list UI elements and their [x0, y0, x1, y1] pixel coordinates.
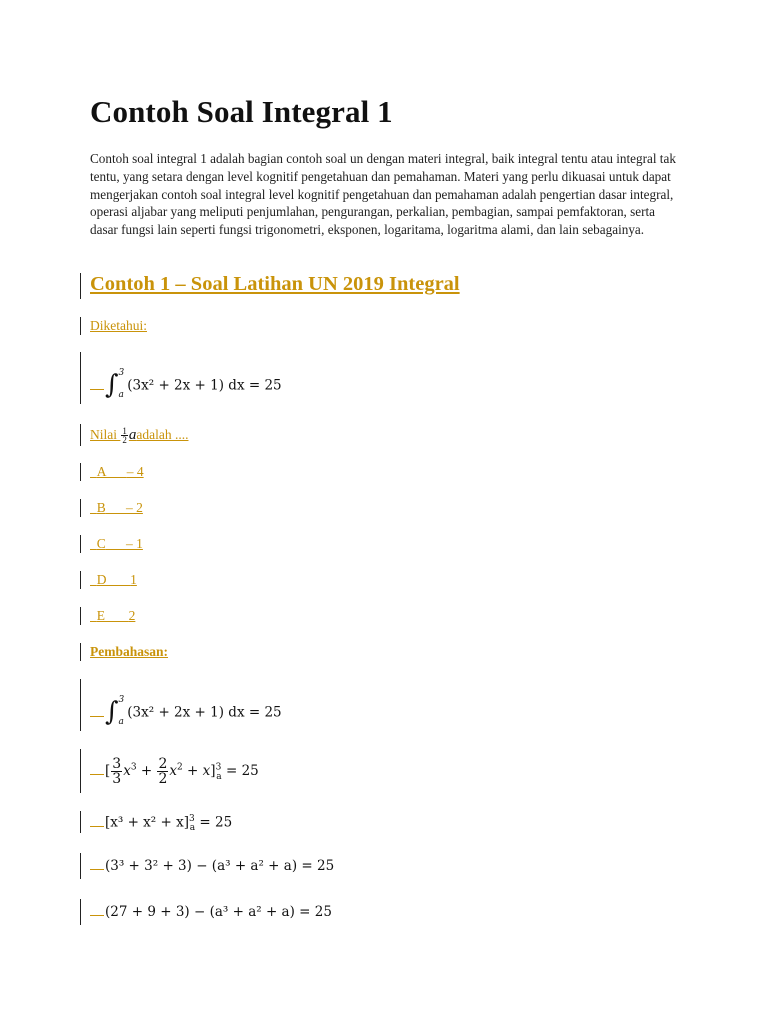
option-b-link[interactable]	[90, 500, 143, 516]
blank-underline	[90, 915, 104, 916]
block-marker	[80, 463, 81, 481]
solution-step-3: $[x^3 + x^2 + x]^3_a = 25$	[90, 814, 232, 833]
page-title: Contoh Soal Integral 1	[90, 94, 393, 129]
given-equation	[90, 364, 282, 408]
option-letter: A	[96, 464, 107, 479]
solution-step-5	[90, 904, 332, 920]
option-a-link[interactable]	[90, 464, 144, 480]
frac-numerator: 3	[112, 756, 122, 772]
section-heading-link[interactable]: Contoh 1 – Soal Latihan UN 2019 Integral	[90, 273, 460, 295]
bracket-expression: [x³ + x² + x]	[105, 814, 189, 831]
option-c-link[interactable]	[90, 536, 143, 552]
option-value: – 4	[126, 464, 144, 479]
option-e-link[interactable]	[90, 608, 135, 624]
block-marker	[80, 853, 81, 879]
equation-rhs: = 25	[225, 763, 259, 779]
upper-limit: 3	[118, 695, 125, 705]
upper-limit: 3	[118, 368, 125, 378]
question-link[interactable]	[90, 427, 188, 444]
frac-numerator: 1	[122, 426, 127, 437]
integrand: (3x² + 2x + 1) dx = 25	[127, 377, 282, 394]
question-variable: a	[128, 427, 137, 443]
option-value: – 2	[126, 500, 143, 515]
block-marker	[80, 811, 81, 833]
option-value: 2	[128, 608, 136, 623]
blank-underline	[90, 716, 104, 717]
block-marker	[80, 607, 81, 625]
blank-underline	[90, 389, 104, 390]
block-marker	[80, 899, 81, 925]
option-letter: C	[96, 536, 106, 551]
block-marker	[80, 317, 81, 335]
option-letter: E	[96, 608, 105, 623]
solution-step-4	[90, 858, 334, 874]
frac-numerator: 2	[158, 756, 168, 772]
block-marker	[80, 352, 81, 404]
integral-sign: ∫	[105, 369, 119, 400]
option-letter: B	[96, 500, 106, 515]
option-value: 1	[130, 572, 137, 587]
frac-denominator: 3	[112, 771, 122, 787]
question-suffix: adalah ....	[136, 427, 189, 442]
blank-underline	[90, 869, 104, 870]
solution-step-1	[90, 691, 282, 735]
equation-text: (27 + 9 + 3) − (a³ + a² + a) = 25	[105, 904, 332, 920]
given-label-link[interactable]: Diketahui:	[90, 318, 147, 333]
block-marker	[80, 643, 81, 661]
lower-limit: a	[118, 717, 124, 727]
solution-step-2: [ $\frac{3}{3}$ $x^3$ + $\frac{2}{2}$ $x^2 + x]^3_a = 25$	[90, 757, 259, 786]
integrand: (3x² + 2x + 1) dx = 25	[127, 704, 282, 721]
block-marker	[80, 679, 81, 731]
question-prefix: Nilai	[90, 427, 121, 442]
option-d-link[interactable]	[90, 572, 137, 588]
intro-paragraph: Contoh soal integral 1 adalah bagian contoh soal un dengan materi integral, baik integral tentu atau integral tak tentu, yang setara dengan level kognitif pengetahuan dan pemahaman. Materi yang perlu dikuasai untuk dapat mengerjakan contoh soal integral level kognitif pengetahuan dan pemahaman adalah pengertian dasar integral, operasi aljabar yang meliputi penjumlahan, pengurangan, perkalian, pembagian, sampai pemfaktoran, serta dasar fungsi lain seperti fungsi trigonometri, eksponen, logaritama, logaritma alami, dan lain sebagainya.	[90, 151, 676, 238]
block-marker	[80, 571, 81, 589]
equation-text: (3³ + 3² + 3) − (a³ + a² + a) = 25	[105, 858, 335, 874]
block-marker	[80, 749, 81, 793]
frac-denominator: 2	[158, 771, 168, 787]
block-marker	[80, 424, 81, 446]
block-marker	[80, 499, 81, 517]
discussion-label-link[interactable]: Pembahasan:	[90, 644, 169, 659]
option-value: – 1	[126, 536, 143, 551]
block-marker	[80, 535, 81, 553]
block-marker	[80, 273, 81, 299]
blank-underline	[90, 774, 104, 775]
equation-rhs: = 25	[199, 814, 233, 831]
option-letter: D	[96, 572, 107, 587]
integral-sign: ∫	[105, 696, 119, 727]
blank-underline	[90, 826, 104, 827]
lower-limit: a	[118, 390, 124, 400]
frac-denominator: 2	[122, 435, 127, 446]
